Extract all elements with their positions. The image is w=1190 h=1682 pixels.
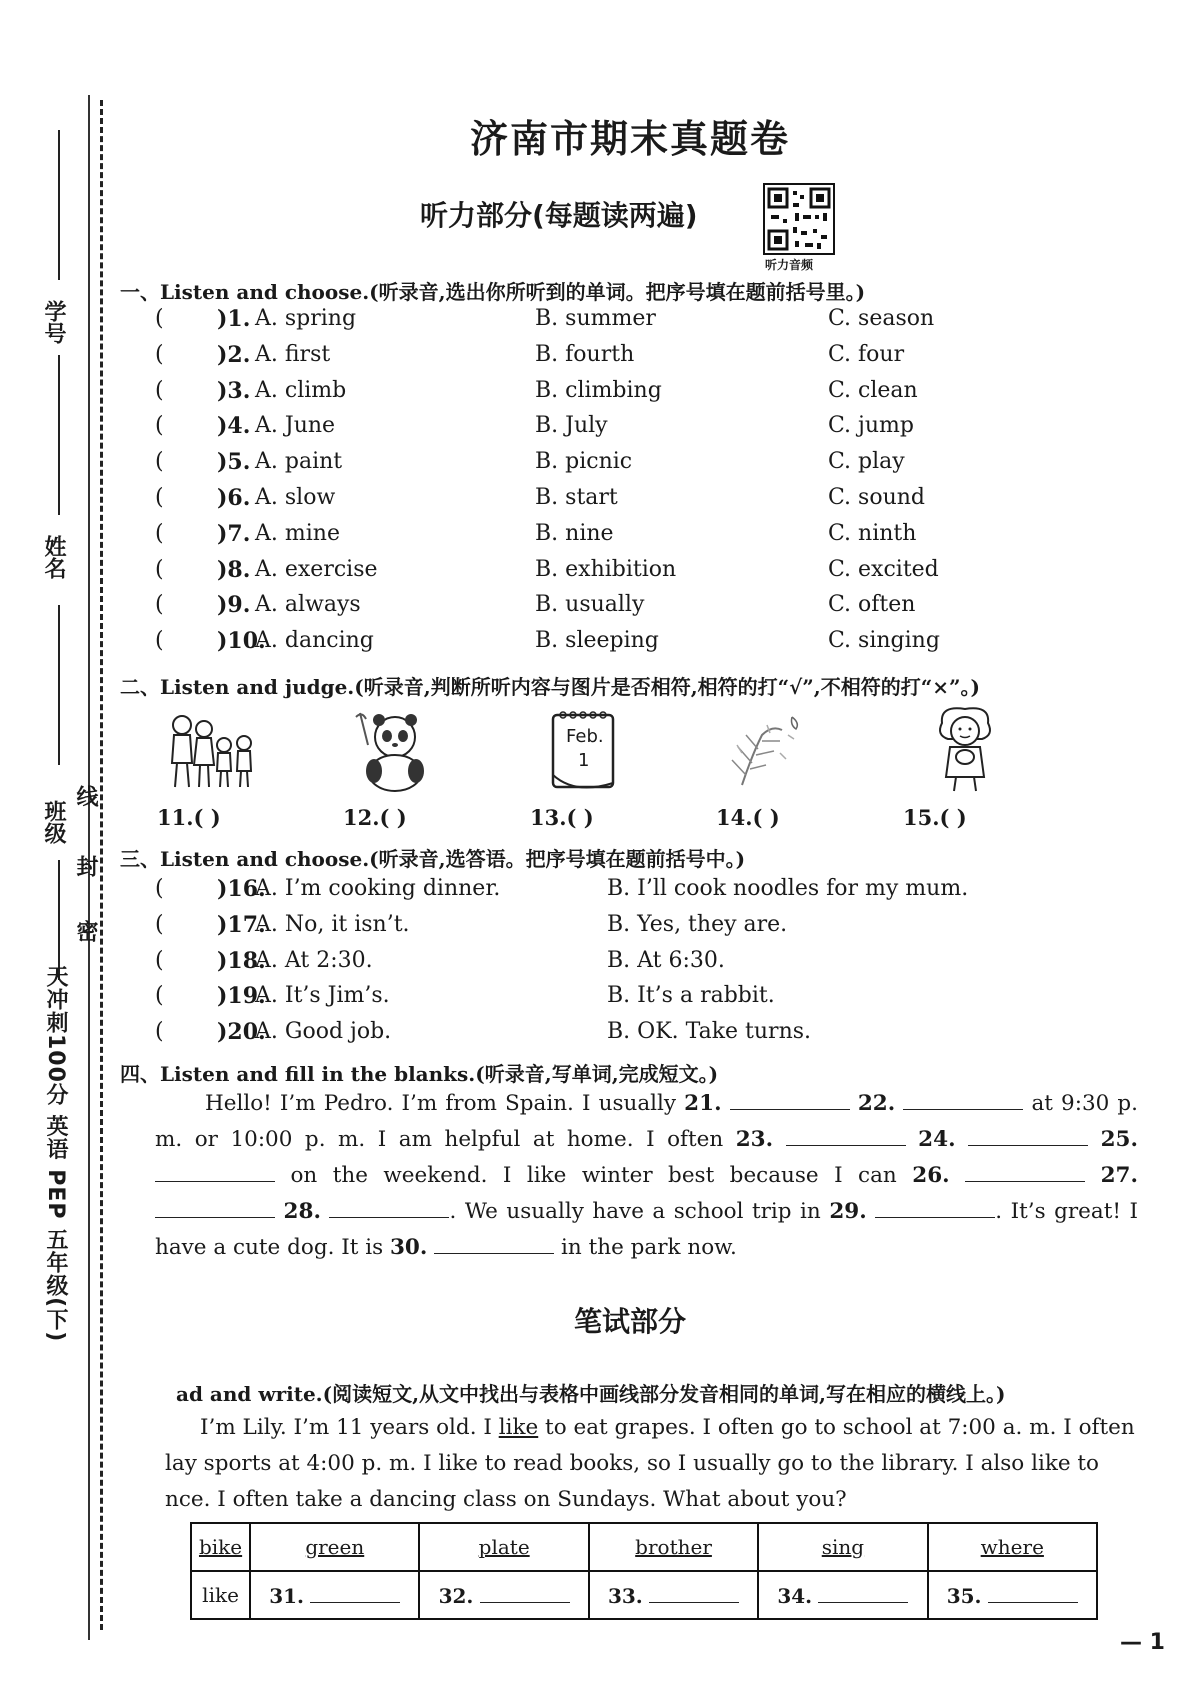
calendar-day: 1 (578, 750, 590, 771)
option-c: C. season (828, 306, 935, 331)
option-b: B. nine (535, 520, 614, 546)
option-b: B. start (535, 485, 618, 510)
autumn-tree-picture (722, 705, 812, 795)
question-number: )19. (217, 983, 266, 1010)
question-number: )1. (217, 306, 251, 332)
blank-27[interactable] (155, 1197, 275, 1218)
option-b: B. It’s a rabbit. (607, 983, 775, 1009)
option-b: B. usually (535, 592, 645, 618)
question-number: )2. (217, 341, 251, 368)
question-number: )10. (217, 628, 266, 655)
option-a: A. No, it isn’t. (255, 911, 410, 937)
option-a: A. I’m cooking dinner. (255, 876, 501, 901)
table-header-cell: where (928, 1523, 1097, 1571)
judge-item-13[interactable]: 13.( ) (530, 805, 594, 830)
answer-paren[interactable]: ( (155, 485, 164, 510)
answer-paren[interactable]: ( (155, 449, 164, 475)
option-a: A. June (255, 413, 336, 439)
option-c: C. sound (828, 485, 925, 510)
answer-paren[interactable]: ( (155, 306, 164, 331)
question-number: )8. (217, 556, 251, 583)
blank-23[interactable] (786, 1125, 906, 1146)
option-b: B. summer (535, 306, 656, 331)
calendar-picture (545, 705, 635, 795)
answer-paren[interactable]: ( (155, 876, 164, 901)
panda-picture (350, 705, 440, 795)
answer-paren[interactable]: ( (155, 377, 164, 403)
answer-paren[interactable]: ( (155, 556, 164, 582)
judge-item-14[interactable]: 14.( ) (716, 805, 780, 830)
option-b: B. climbing (535, 377, 662, 403)
judge-item-11[interactable]: 11.( ) (157, 805, 221, 830)
blank-25[interactable] (155, 1161, 275, 1182)
question-number: )18. (217, 947, 266, 974)
option-a: A. exercise (255, 556, 378, 582)
option-a: A. At 2:30. (255, 947, 373, 973)
blank-21[interactable] (730, 1089, 850, 1110)
table-row (191, 1571, 1097, 1619)
table-cell-33[interactable]: 33. (589, 1571, 758, 1619)
judge-item-12[interactable]: 12.( ) (343, 805, 407, 830)
book-info: 天冲刺100分 英语 PEP 五年级(下) (43, 965, 68, 1343)
table-cell-31[interactable]: 31. (250, 1571, 419, 1619)
qr-caption: 听力音频 (765, 258, 814, 272)
question-number: )20. (217, 1019, 266, 1046)
option-b: B. fourth (535, 341, 635, 367)
section4-heading: 四、Listen and fill in the blanks.(听录音,写单词,完成短文。) (120, 1062, 719, 1086)
answer-paren[interactable]: ( (155, 983, 164, 1009)
option-a: A. It’s Jim’s. (255, 983, 390, 1009)
listening-subtitle: 听力部分(每题读两遍) (420, 199, 698, 232)
table-cell-example: like (191, 1571, 250, 1619)
answer-paren[interactable]: ( (155, 911, 164, 937)
class-field[interactable] (58, 860, 60, 980)
option-c: C. clean (828, 377, 918, 403)
section3-heading: 三、Listen and choose.(听录音,选答语。把序号填在题前括号中。) (120, 847, 746, 871)
class-label: 班级 (41, 800, 66, 844)
answer-paren[interactable]: ( (155, 592, 164, 618)
option-c: C. four (828, 341, 905, 367)
option-b: B. July (535, 413, 608, 439)
blank-30[interactable] (434, 1233, 554, 1254)
question-number: )7. (217, 520, 251, 547)
option-a: A. mine (255, 520, 340, 546)
page-title: 济南市期末真题卷 (469, 116, 790, 161)
student-number-label: 学号 (41, 300, 66, 344)
question-number: )6. (217, 485, 251, 511)
table-header-cell: sing (758, 1523, 927, 1571)
option-b: B. At 6:30. (607, 947, 725, 973)
option-a: A. always (255, 592, 361, 618)
section4-passage: Hello! I’m Pedro. I’m from Spain. I usually 21. 22. at 9:30 p. m. or 10:00 p. m. I am helpful at home. I often 23. 24. 25. on the weekend. I like winter best because I can 26. 27. 28. . We usually have a school trip in 29. . It’s great! I have a cute dog. It is 30. in the park now. (155, 1091, 1139, 1260)
page-number: — 1 (1120, 1630, 1165, 1655)
option-c: C. often (828, 592, 916, 618)
table-cell-35[interactable]: 35. (928, 1571, 1097, 1619)
family-walking-picture (160, 705, 250, 795)
option-a: A. paint (255, 449, 343, 475)
seal-line-char-3: 密 (73, 920, 98, 942)
option-a: A. slow (255, 485, 336, 510)
name-label: 姓名 (41, 535, 66, 579)
blank-24[interactable] (968, 1125, 1088, 1146)
option-a: A. climb (255, 377, 347, 403)
question-number: )9. (217, 592, 251, 619)
option-c: C. ninth (828, 520, 917, 546)
table-header-cell: bike (191, 1523, 250, 1571)
qr-code-icon[interactable] (763, 183, 835, 255)
name-field[interactable] (58, 605, 60, 765)
option-c: C. play (828, 449, 905, 475)
answer-paren[interactable]: ( (155, 520, 164, 546)
blank-28[interactable] (329, 1197, 449, 1218)
question-number: )16. (217, 876, 266, 902)
question-number: )17. (217, 911, 266, 938)
option-a: A. Good job. (255, 1019, 392, 1045)
option-a: A. first (255, 341, 331, 367)
option-c: C. excited (828, 556, 939, 582)
judge-item-15[interactable]: 15.( ) (903, 805, 967, 830)
table-header-row (191, 1523, 1097, 1571)
underlined-like: like (498, 1415, 539, 1440)
option-b: B. I’ll cook noodles for my mum. (607, 876, 969, 901)
blank-22[interactable] (903, 1089, 1023, 1110)
option-a: A. dancing (255, 628, 374, 654)
option-c: C. singing (828, 628, 940, 654)
answer-paren[interactable]: ( (155, 1019, 164, 1045)
option-a: A. spring (255, 306, 357, 331)
table-header-cell: plate (419, 1523, 588, 1571)
answer-paren[interactable]: ( (155, 947, 164, 973)
option-c: C. jump (828, 413, 914, 439)
section1-heading: 一、Listen and choose.(听录音,选出你所听到的单词。把序号填在题前括号里。) (120, 280, 866, 304)
seal-line-char-2: 封 (73, 855, 98, 877)
calendar-month: Feb. (566, 726, 604, 747)
phonics-table (190, 1522, 1098, 1620)
answer-paren[interactable]: ( (155, 413, 164, 439)
table-header-cell: green (250, 1523, 419, 1571)
question-number: )5. (217, 449, 251, 476)
section5-heading: ad and write.(阅读短文,从文中找出与表格中画线部分发音相同的单词,写在相应的横线上。) (176, 1382, 1006, 1406)
girl-with-pet-picture (920, 705, 1010, 795)
name-field-upper[interactable] (58, 355, 60, 515)
blank-26[interactable] (965, 1161, 1085, 1182)
seal-line-char-1: 线 (73, 785, 98, 807)
table-cell-32[interactable]: 32. (419, 1571, 588, 1619)
written-part-heading: 笔试部分 (573, 1305, 686, 1338)
option-b: B. exhibition (535, 556, 677, 582)
section2-heading: 二、Listen and judge.(听录音,判断所听内容与图片是否相符,相符的打“√”,不相符的打“×”。) (120, 675, 980, 699)
answer-paren[interactable]: ( (155, 628, 164, 654)
section5-passage: I’m Lily. I’m 11 years old. I like to eat grapes. I often go to school at 7:00 a. m. I often lay sports at 4:00 p. m. I like to read books, so I usually go to the library. I also like to nce. I often take a dancing class on Sundays. What about you? (165, 1415, 1135, 1512)
table-cell-34[interactable]: 34. (758, 1571, 927, 1619)
table-header-cell: brother (589, 1523, 758, 1571)
option-b: B. picnic (535, 449, 633, 475)
question-number: )4. (217, 413, 251, 440)
answer-paren[interactable]: ( (155, 341, 164, 367)
option-b: B. sleeping (535, 628, 659, 654)
blank-29[interactable] (875, 1197, 995, 1218)
question-number: )3. (217, 377, 251, 404)
option-b: B. OK. Take turns. (607, 1019, 812, 1045)
option-b: B. Yes, they are. (607, 911, 788, 937)
